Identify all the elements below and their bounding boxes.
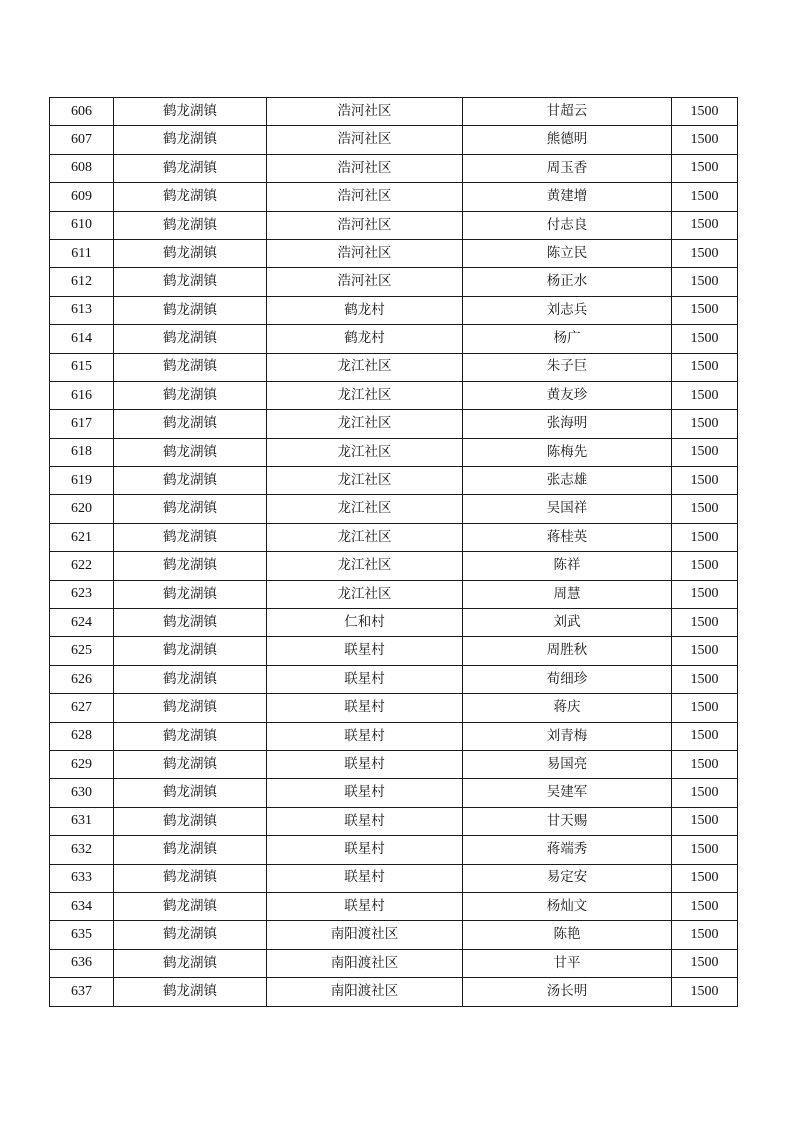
name-cell: 熊德明 — [463, 126, 672, 154]
table-row — [50, 353, 738, 381]
amount-cell: 1500 — [672, 580, 738, 608]
town-cell: 鹤龙湖镇 — [114, 98, 267, 126]
amount-cell: 1500 — [672, 836, 738, 864]
village-cell: 龙江社区 — [267, 438, 463, 466]
row-number-cell: 633 — [50, 864, 114, 892]
table-row — [50, 892, 738, 920]
village-cell: 浩河社区 — [267, 154, 463, 182]
table-row — [50, 183, 738, 211]
amount-cell: 1500 — [672, 98, 738, 126]
village-cell: 南阳渡社区 — [267, 921, 463, 949]
name-cell: 杨广 — [463, 325, 672, 353]
table-row — [50, 836, 738, 864]
village-cell: 浩河社区 — [267, 183, 463, 211]
village-cell: 联星村 — [267, 722, 463, 750]
row-number-cell: 608 — [50, 154, 114, 182]
village-cell: 浩河社区 — [267, 239, 463, 267]
table-row — [50, 296, 738, 324]
row-number-cell: 611 — [50, 239, 114, 267]
table-row — [50, 722, 738, 750]
village-cell: 联星村 — [267, 694, 463, 722]
row-number-cell: 629 — [50, 750, 114, 778]
town-cell: 鹤龙湖镇 — [114, 722, 267, 750]
village-cell: 浩河社区 — [267, 211, 463, 239]
row-number-cell: 627 — [50, 694, 114, 722]
town-cell: 鹤龙湖镇 — [114, 154, 267, 182]
table-row — [50, 580, 738, 608]
amount-cell: 1500 — [672, 381, 738, 409]
data-table — [49, 97, 738, 1007]
town-cell: 鹤龙湖镇 — [114, 126, 267, 154]
name-cell: 甘超云 — [463, 98, 672, 126]
town-cell: 鹤龙湖镇 — [114, 467, 267, 495]
name-cell: 陈艳 — [463, 921, 672, 949]
amount-cell: 1500 — [672, 665, 738, 693]
name-cell: 易国亮 — [463, 750, 672, 778]
name-cell: 刘武 — [463, 609, 672, 637]
name-cell: 杨正水 — [463, 268, 672, 296]
name-cell: 甘天赐 — [463, 807, 672, 835]
table-row — [50, 438, 738, 466]
village-cell: 龙江社区 — [267, 381, 463, 409]
table-row — [50, 637, 738, 665]
name-cell: 黄建增 — [463, 183, 672, 211]
town-cell: 鹤龙湖镇 — [114, 921, 267, 949]
amount-cell: 1500 — [672, 353, 738, 381]
town-cell: 鹤龙湖镇 — [114, 183, 267, 211]
amount-cell: 1500 — [672, 126, 738, 154]
name-cell: 周慧 — [463, 580, 672, 608]
name-cell: 刘青梅 — [463, 722, 672, 750]
village-cell: 联星村 — [267, 637, 463, 665]
table-row — [50, 467, 738, 495]
row-number-cell: 636 — [50, 949, 114, 977]
table-row — [50, 949, 738, 977]
name-cell: 周玉香 — [463, 154, 672, 182]
table-row — [50, 552, 738, 580]
village-cell: 鹤龙村 — [267, 325, 463, 353]
name-cell: 张志雄 — [463, 467, 672, 495]
name-cell: 黄友珍 — [463, 381, 672, 409]
row-number-cell: 612 — [50, 268, 114, 296]
village-cell: 龙江社区 — [267, 410, 463, 438]
name-cell: 吴国祥 — [463, 495, 672, 523]
town-cell: 鹤龙湖镇 — [114, 807, 267, 835]
row-number-cell: 610 — [50, 211, 114, 239]
amount-cell: 1500 — [672, 211, 738, 239]
amount-cell: 1500 — [672, 552, 738, 580]
amount-cell: 1500 — [672, 467, 738, 495]
row-number-cell: 631 — [50, 807, 114, 835]
name-cell: 易定安 — [463, 864, 672, 892]
amount-cell: 1500 — [672, 750, 738, 778]
town-cell: 鹤龙湖镇 — [114, 694, 267, 722]
table-row — [50, 268, 738, 296]
village-cell: 联星村 — [267, 665, 463, 693]
row-number-cell: 616 — [50, 381, 114, 409]
row-number-cell: 615 — [50, 353, 114, 381]
row-number-cell: 621 — [50, 523, 114, 551]
village-cell: 浩河社区 — [267, 98, 463, 126]
village-cell: 联星村 — [267, 864, 463, 892]
amount-cell: 1500 — [672, 978, 738, 1006]
town-cell: 鹤龙湖镇 — [114, 410, 267, 438]
table-row — [50, 864, 738, 892]
amount-cell: 1500 — [672, 807, 738, 835]
amount-cell: 1500 — [672, 892, 738, 920]
row-number-cell: 635 — [50, 921, 114, 949]
village-cell: 鹤龙村 — [267, 296, 463, 324]
table-row — [50, 154, 738, 182]
amount-cell: 1500 — [672, 268, 738, 296]
table-row — [50, 410, 738, 438]
table-row — [50, 239, 738, 267]
name-cell: 蒋端秀 — [463, 836, 672, 864]
row-number-cell: 622 — [50, 552, 114, 580]
row-number-cell: 626 — [50, 665, 114, 693]
village-cell: 联星村 — [267, 807, 463, 835]
name-cell: 周胜秋 — [463, 637, 672, 665]
town-cell: 鹤龙湖镇 — [114, 325, 267, 353]
name-cell: 汤长明 — [463, 978, 672, 1006]
amount-cell: 1500 — [672, 410, 738, 438]
name-cell: 蒋桂英 — [463, 523, 672, 551]
name-cell: 张海明 — [463, 410, 672, 438]
table-row — [50, 978, 738, 1006]
town-cell: 鹤龙湖镇 — [114, 552, 267, 580]
row-number-cell: 619 — [50, 467, 114, 495]
town-cell: 鹤龙湖镇 — [114, 268, 267, 296]
amount-cell: 1500 — [672, 154, 738, 182]
village-cell: 联星村 — [267, 836, 463, 864]
village-cell: 南阳渡社区 — [267, 949, 463, 977]
row-number-cell: 632 — [50, 836, 114, 864]
town-cell: 鹤龙湖镇 — [114, 779, 267, 807]
table-row — [50, 381, 738, 409]
town-cell: 鹤龙湖镇 — [114, 239, 267, 267]
row-number-cell: 609 — [50, 183, 114, 211]
name-cell: 陈祥 — [463, 552, 672, 580]
amount-cell: 1500 — [672, 637, 738, 665]
row-number-cell: 637 — [50, 978, 114, 1006]
table-row — [50, 211, 738, 239]
village-cell: 浩河社区 — [267, 126, 463, 154]
village-cell: 龙江社区 — [267, 580, 463, 608]
village-cell: 龙江社区 — [267, 353, 463, 381]
table-row — [50, 523, 738, 551]
village-cell: 南阳渡社区 — [267, 978, 463, 1006]
name-cell: 陈立民 — [463, 239, 672, 267]
table-row — [50, 921, 738, 949]
village-cell: 联星村 — [267, 750, 463, 778]
amount-cell: 1500 — [672, 296, 738, 324]
town-cell: 鹤龙湖镇 — [114, 495, 267, 523]
amount-cell: 1500 — [672, 779, 738, 807]
village-cell: 浩河社区 — [267, 268, 463, 296]
name-cell: 蒋庆 — [463, 694, 672, 722]
amount-cell: 1500 — [672, 864, 738, 892]
table-body — [50, 98, 738, 1007]
village-cell: 联星村 — [267, 779, 463, 807]
town-cell: 鹤龙湖镇 — [114, 523, 267, 551]
village-cell: 龙江社区 — [267, 523, 463, 551]
row-number-cell: 625 — [50, 637, 114, 665]
name-cell: 荀细珍 — [463, 665, 672, 693]
name-cell: 刘志兵 — [463, 296, 672, 324]
amount-cell: 1500 — [672, 722, 738, 750]
row-number-cell: 607 — [50, 126, 114, 154]
row-number-cell: 613 — [50, 296, 114, 324]
table-row — [50, 609, 738, 637]
name-cell: 甘平 — [463, 949, 672, 977]
town-cell: 鹤龙湖镇 — [114, 438, 267, 466]
town-cell: 鹤龙湖镇 — [114, 978, 267, 1006]
row-number-cell: 618 — [50, 438, 114, 466]
town-cell: 鹤龙湖镇 — [114, 381, 267, 409]
town-cell: 鹤龙湖镇 — [114, 296, 267, 324]
town-cell: 鹤龙湖镇 — [114, 609, 267, 637]
town-cell: 鹤龙湖镇 — [114, 665, 267, 693]
table-row — [50, 779, 738, 807]
town-cell: 鹤龙湖镇 — [114, 211, 267, 239]
amount-cell: 1500 — [672, 183, 738, 211]
village-cell: 仁和村 — [267, 609, 463, 637]
table-row — [50, 807, 738, 835]
village-cell: 龙江社区 — [267, 552, 463, 580]
name-cell: 吴建军 — [463, 779, 672, 807]
row-number-cell: 617 — [50, 410, 114, 438]
amount-cell: 1500 — [672, 438, 738, 466]
table-row — [50, 495, 738, 523]
row-number-cell: 624 — [50, 609, 114, 637]
row-number-cell: 630 — [50, 779, 114, 807]
town-cell: 鹤龙湖镇 — [114, 836, 267, 864]
town-cell: 鹤龙湖镇 — [114, 750, 267, 778]
row-number-cell: 614 — [50, 325, 114, 353]
amount-cell: 1500 — [672, 325, 738, 353]
village-cell: 龙江社区 — [267, 495, 463, 523]
town-cell: 鹤龙湖镇 — [114, 892, 267, 920]
amount-cell: 1500 — [672, 239, 738, 267]
town-cell: 鹤龙湖镇 — [114, 637, 267, 665]
table-row — [50, 126, 738, 154]
village-cell: 龙江社区 — [267, 467, 463, 495]
amount-cell: 1500 — [672, 609, 738, 637]
row-number-cell: 628 — [50, 722, 114, 750]
amount-cell: 1500 — [672, 921, 738, 949]
row-number-cell: 634 — [50, 892, 114, 920]
village-cell: 联星村 — [267, 892, 463, 920]
town-cell: 鹤龙湖镇 — [114, 580, 267, 608]
town-cell: 鹤龙湖镇 — [114, 864, 267, 892]
table-row — [50, 750, 738, 778]
row-number-cell: 623 — [50, 580, 114, 608]
name-cell: 付志良 — [463, 211, 672, 239]
name-cell: 朱子巨 — [463, 353, 672, 381]
amount-cell: 1500 — [672, 495, 738, 523]
table-row — [50, 325, 738, 353]
row-number-cell: 620 — [50, 495, 114, 523]
table-row — [50, 694, 738, 722]
town-cell: 鹤龙湖镇 — [114, 949, 267, 977]
table-row — [50, 665, 738, 693]
amount-cell: 1500 — [672, 694, 738, 722]
row-number-cell: 606 — [50, 98, 114, 126]
name-cell: 陈梅先 — [463, 438, 672, 466]
town-cell: 鹤龙湖镇 — [114, 353, 267, 381]
name-cell: 杨灿文 — [463, 892, 672, 920]
amount-cell: 1500 — [672, 949, 738, 977]
amount-cell: 1500 — [672, 523, 738, 551]
table-row — [50, 98, 738, 126]
